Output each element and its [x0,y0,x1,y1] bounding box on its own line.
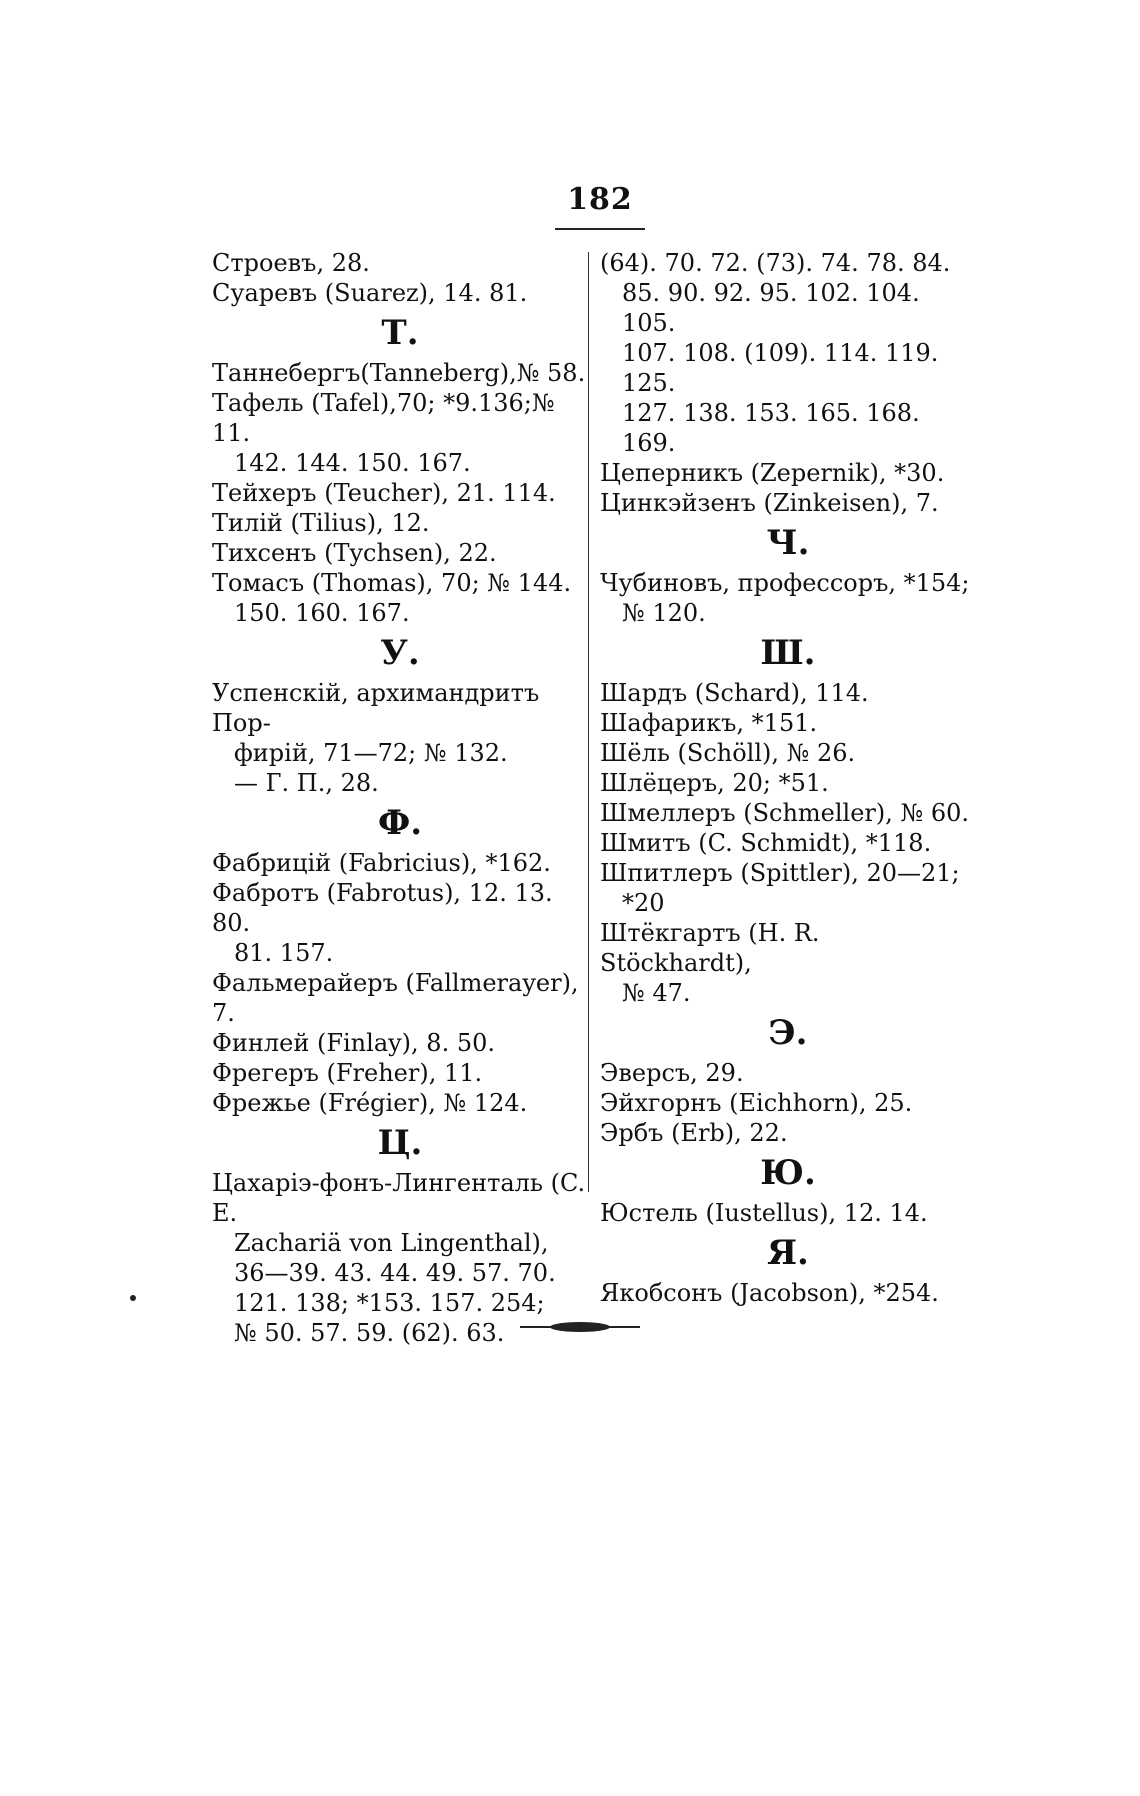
index-entry [600,798,976,828]
index-entry-line: — Г. П., 28. [234,769,379,797]
index-entry-line: Юстель (Iustellus), 12. 14. [600,1199,928,1227]
section-letter: Э. [768,1013,808,1053]
index-entry [212,1058,588,1088]
index-entry [600,828,976,858]
index-entry [212,388,588,478]
index-entry-line: Чубиновъ, профессоръ, *154; [600,569,970,597]
index-entry-line: Zachariä von Lingenthal), [234,1229,549,1257]
index-entry-line: Цахаріэ-фонъ-Лингенталь (C. E. [212,1169,586,1227]
index-entry-line: 121. 138; *153. 157. 254; [234,1289,545,1317]
index-entry-line: фирій, 71—72; № 132. [234,739,508,767]
index-entry [600,568,976,628]
index-entry [600,768,976,798]
index-entry-line: Эверсъ, 29. [600,1059,744,1087]
index-entry [212,568,588,628]
index-entry [600,488,976,518]
index-entry [212,768,588,798]
index-entry-line: Штёкгартъ (H. R. Stöckhardt), [600,919,820,977]
index-entry-line: Фрежье (Frégier), № 124. [212,1089,528,1117]
right-column [600,248,976,1308]
index-entry-line: Строевъ, 28. [212,249,370,277]
index-entry-line: № 120. [622,599,706,627]
index-entry-line: Эйхгорнъ (Eichhorn), 25. [600,1089,913,1117]
index-entry-line: Тафель (Tafel),70; *9.136;№ 11. [212,389,555,447]
section-letter: Т. [381,313,419,353]
index-entry-line: Шардъ (Schard), 114. [600,679,869,707]
index-entry-line: 127. 138. 153. 165. 168. [622,399,920,427]
section-letter: Ю. [760,1153,816,1193]
index-entry-line: № 47. [622,979,691,1007]
index-entry [212,478,588,508]
index-entry-line: 81. 157. [234,939,334,967]
index-entry-line: Якобсонъ (Jacobson), *254. [600,1279,939,1307]
index-entry [600,1058,976,1088]
index-entry [600,708,976,738]
index-entry [600,738,976,768]
end-ornament [520,1320,640,1334]
index-entry [600,248,976,458]
index-entry-line: 36—39. 43. 44. 49. 57. 70. [234,1259,556,1287]
index-entry-line: (64). 70. 72. (73). 74. 78. 84. [600,249,951,277]
page-number: 182 [567,182,633,217]
index-entry [600,918,976,1008]
left-column [212,248,588,1348]
index-entry-line: 142. 144. 150. 167. [234,449,471,477]
index-entry [212,1028,588,1058]
index-entry-line: Томасъ (Thomas), 70; № 144. [212,569,572,597]
column-divider [588,252,589,1192]
section-letter: Ц. [377,1123,423,1163]
index-entry-line: Шмеллеръ (Schmeller), № 60. [600,799,970,827]
index-entry-line: Шёль (Schöll), № 26. [600,739,856,767]
index-entry-line: *20 [622,889,665,917]
index-entry [212,848,588,878]
index-entry-line: Суаревъ (Suarez), 14. 81. [212,279,528,307]
index-entry-line: 169. [622,429,676,457]
index-entry [212,358,588,388]
index-entry [212,538,588,568]
index-entry-line: Успенскій, архимандритъ Пор- [212,679,540,737]
index-entry [212,248,588,278]
index-entry-line: Шлёцеръ, 20; *51. [600,769,829,797]
index-entry-line: Цеперникъ (Zepernik), *30. [600,459,945,487]
index-entry [212,508,588,538]
index-entry [212,878,588,968]
index-entry [600,1118,976,1148]
index-entry-line: Цинкэйзенъ (Zinkeisen), 7. [600,489,939,517]
index-entry [212,968,588,1028]
index-entry-line: Эрбъ (Erb), 22. [600,1119,788,1147]
index-entry-line: Шафарикъ, *151. [600,709,818,737]
section-letter: У. [380,633,420,673]
index-entry-line: Тилій (Tilius), 12. [212,509,430,537]
index-entry-line: Тихсенъ (Tychsen), 22. [212,539,497,567]
index-entry-line: 107. 108. (109). 114. 119. 125. [622,339,939,397]
index-entry-line: № 50. 57. 59. (62). 63. [234,1319,505,1347]
index-entry-line: Финлей (Finlay), 8. 50. [212,1029,495,1057]
index-entry [212,1088,588,1118]
index-entry-line: Фабротъ (Fabrotus), 12. 13. 80. [212,879,553,937]
index-entry-line: Шпитлеръ (Spittler), 20—21; [600,859,960,887]
section-letter: Я. [767,1233,809,1273]
section-letter: Ч. [766,523,810,563]
index-entry [212,678,588,768]
section-letter: Ф. [377,803,423,843]
index-entry-line: Фрегеръ (Freher), 11. [212,1059,483,1087]
index-entry-line: Фальмерайеръ (Fallmerayer), 7. [212,969,579,1027]
index-entry [600,678,976,708]
index-entry-line: Тейхеръ (Teucher), 21. 114. [212,479,556,507]
index-entry-line: 150. 160. 167. [234,599,410,627]
index-entry [600,1198,976,1228]
index-entry-line: Таннебергъ(Tanneberg),№ 58. [212,359,586,387]
index-entry [600,858,976,918]
index-entry [600,1088,976,1118]
index-entry-line: 85. 90. 92. 95. 102. 104. 105. [622,279,920,337]
index-entry-line: Фабрицій (Fabricius), *162. [212,849,551,877]
index-entry [212,278,588,308]
header-rule [555,228,645,230]
section-letter: Ш. [760,633,816,673]
index-entry-line: Шмитъ (C. Schmidt), *118. [600,829,932,857]
index-entry [600,458,976,488]
stray-mark [130,1295,136,1301]
index-entry [600,1278,976,1308]
